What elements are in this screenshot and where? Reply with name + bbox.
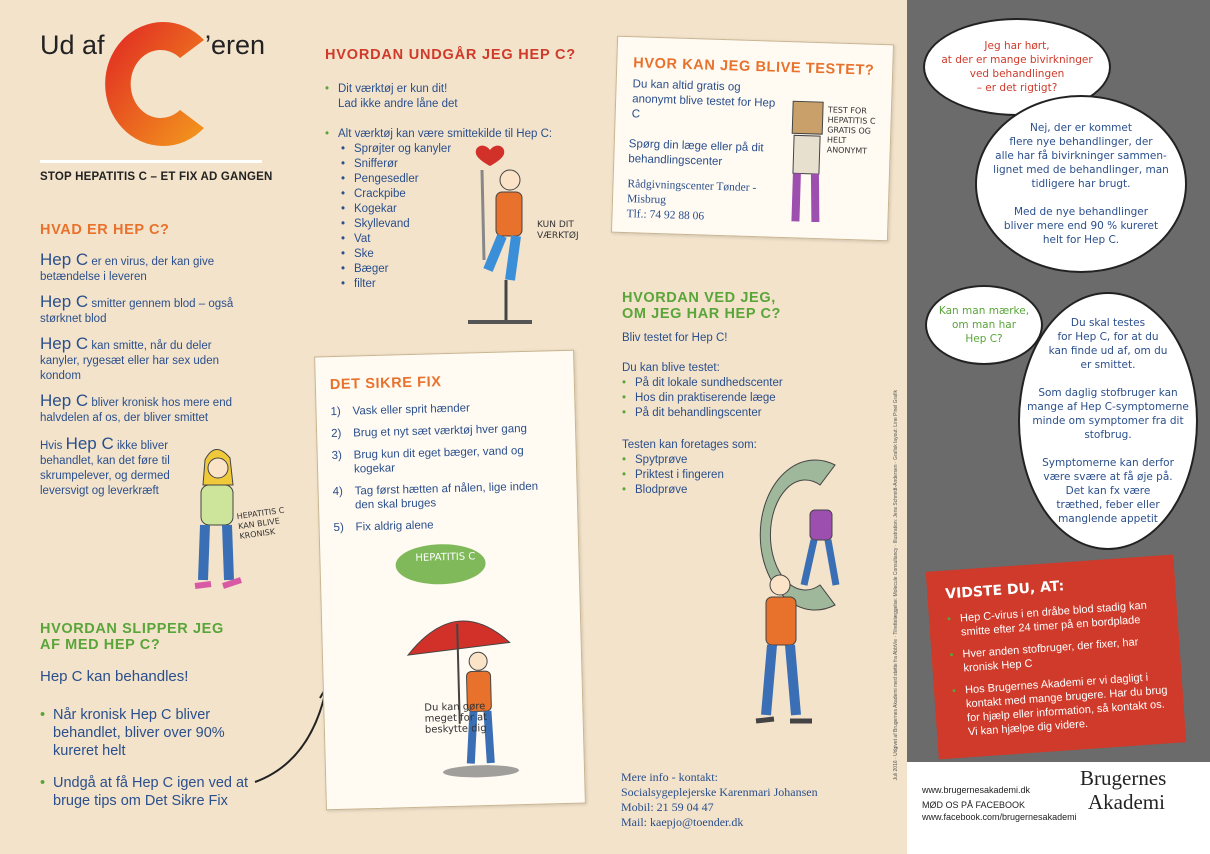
how-item: • Blodprøve: [622, 483, 822, 498]
tagline: STOP HEPATITIS C – ET FIX AD GANGEN: [40, 171, 273, 183]
step-number: 4): [332, 485, 344, 499]
where-item: • Hos din praktiserende læge: [622, 391, 822, 406]
step-number: 3): [331, 449, 343, 463]
step-text: Brug kun dit eget bæger, vand og kogekar: [353, 445, 524, 476]
tool-item: • Pengesedler: [341, 172, 585, 187]
speech-bubble-question-2: [925, 285, 1043, 365]
tool-item: • Sprøjter og kanyler: [341, 142, 585, 157]
contact-mobile: Mobil: 21 59 04 47: [621, 800, 714, 814]
what-is-last: [40, 436, 180, 499]
how-know-heading-line1: HVORDAN VED JEG,: [622, 290, 776, 306]
testing-center: [626, 177, 777, 227]
did-you-know-item: • Hver anden stofbruger, der fixer, har kronisk Hep C: [949, 633, 1170, 676]
tool-item: • Crackpibe: [341, 187, 585, 202]
how-item: • Priktest i fingeren: [622, 468, 822, 483]
what-is-list: [40, 252, 250, 435]
man-lifting-c-illustration: [740, 455, 880, 735]
what-is-item: [40, 336, 250, 384]
how-label: Testen kan foretages som:: [622, 439, 757, 451]
avoid-item: [325, 82, 585, 112]
step-text: Vask eller sprit hænder: [352, 402, 471, 418]
what-is-text: smitter gennem blod – også størknet blod: [40, 298, 234, 325]
get-rid-heading: [40, 621, 224, 653]
did-you-know-heading: VIDSTE DU, AT:: [944, 578, 1065, 603]
how-know-heading: [622, 290, 781, 322]
hepc-lead: Hep C: [40, 250, 89, 269]
last-text: ikke bliver behandlet, kan det føre til skrumpelever, og dermed leversvigt og leverkræft: [40, 440, 170, 497]
last-pre: Hvis: [40, 440, 66, 452]
did-you-know-list: [947, 597, 1175, 740]
safe-fix-step: [333, 515, 558, 535]
man-with-syringe-illustration: [462, 140, 547, 330]
tool-item: • Bæger: [341, 262, 585, 277]
get-rid-intro: Hep C kan behandles!: [40, 668, 189, 685]
where-item: • På dit lokale sundhedscenter: [622, 376, 822, 391]
where-item: • På dit behandlingscenter: [622, 406, 822, 421]
tool-item: • Skyllevand: [341, 217, 585, 232]
get-rid-list: [40, 706, 255, 810]
tool-item: • Kogekar: [341, 202, 585, 217]
what-is-text: kan smitte, når du deler kanyler, rygesæt eller har sex uden kondom: [40, 340, 219, 382]
credit-line: Juli 2016 · Udgivet af Brugernes Akademi med støtte fra AbbVie · Tilrettelæggelse: Molecule Consultancy · Illustration: Jens Schmidt-Andersen · Grafisk layout: Line Pinel Grafik: [893, 390, 899, 781]
tool-item: • Ske: [341, 247, 585, 262]
umbrella-sketch-caption: Du kan gøre meget for at beskytte dig: [424, 701, 488, 736]
contact-mail: Mail: kaepjo@toender.dk: [621, 815, 744, 829]
box-man-caption: TEST FOR HEPATITIS C GRATIS OG HELT ANONYMT: [826, 105, 876, 156]
big-c-logo: [92, 10, 222, 160]
testing-p1: Du kan altid gratis og anonymt blive testet for Hep C: [631, 78, 776, 121]
contact-name: Socialsygeplejerske Karenmari Johansen: [621, 785, 818, 799]
get-rid-heading-line2: AF MED HEP C?: [40, 637, 161, 653]
what-is-heading: HVAD ER HEP C?: [40, 222, 170, 238]
bubble-text: Kan man mærke, om man har Hep C?: [938, 305, 1030, 345]
bubble-text: Nej, der er kommet flere nye behandlinger, der alle har få bivirkninger sammen- lignet med de behandlinger, man tidligere har brugt. Med de nye behandlinger bliver mere end 90 % kureret helt for Hep C.: [993, 122, 1169, 246]
safe-fix-step: [332, 479, 558, 513]
testing-card: [611, 36, 894, 242]
avoid-item-line1: • Dit værktøj er kun dit!: [338, 83, 448, 95]
how-know-where: [622, 361, 822, 421]
safe-fix-steps: [330, 399, 558, 535]
where-list: [622, 376, 822, 421]
step-number: 5): [333, 521, 344, 535]
footer-links: [922, 784, 1077, 823]
hepc-lead: Hep C: [65, 434, 114, 453]
logo-line2: Akademi: [1088, 790, 1165, 814]
get-rid-item: • Undgå at få Hep C igen ved at bruge tips om Det Sikre Fix: [40, 774, 255, 810]
testing-p2: Spørg din læge eller på dit behandlingscenter: [628, 138, 764, 169]
avoid-heading: HVORDAN UNDGÅR JEG HEP C?: [325, 47, 576, 63]
step-number: 2): [330, 427, 342, 441]
what-is-text: bliver kronisk hos mere end halvdelen af os, der bliver smittet: [40, 397, 232, 424]
get-rid-item: • Når kronisk Hep C bliver behandlet, bliver over 90% kureret helt: [40, 706, 255, 760]
step-number: 1): [330, 405, 341, 419]
facebook-label: MØD OS PÅ FACEBOOK: [922, 800, 1026, 810]
bubble-text: Jeg har hørt, at der er mange bivirkninger ved behandlingen – er det rigtigt?: [941, 40, 1093, 94]
title-prefix: Ud af: [40, 30, 105, 60]
logo-line1: Brugernes: [1080, 766, 1167, 790]
how-know-heading-line2: OM JEG HAR HEP C?: [622, 306, 781, 322]
title-suffix: ’eren: [205, 30, 266, 60]
cloud-label: HEPATITIS C: [415, 551, 476, 564]
man-sketch-caption: KUN DIT VÆRKTØJ: [537, 220, 579, 241]
step-text: Fix aldrig alene: [355, 519, 434, 534]
tool-item: • Vat: [341, 232, 585, 247]
tool-item: • Snifferør: [341, 157, 585, 172]
hepc-lead: Hep C: [40, 334, 89, 353]
center-phone: Tlf.: 74 92 88 06: [626, 208, 705, 223]
get-rid-heading-line1: HVORDAN SLIPPER JEG: [40, 621, 224, 637]
safe-fix-heading: DET SIKRE FIX: [329, 374, 442, 394]
what-is-item: [40, 252, 250, 285]
step-text: Tag først hætten af nålen, lige inden den skal bruges: [354, 480, 539, 512]
safe-fix-step: [332, 443, 558, 477]
website-link[interactable]: www.brugernesakademi.dk: [922, 785, 1031, 795]
what-is-item: [40, 393, 250, 426]
title-divider: [40, 160, 262, 163]
safe-fix-step: [330, 399, 555, 419]
avoid-item-text: • Alt værktøj kan være smittekilde til Hep C:: [338, 128, 553, 140]
speech-bubble-answer-1: [975, 95, 1187, 273]
avoid-item-line2: Lad ikke andre låne det: [338, 98, 458, 110]
where-label: Du kan blive testet:: [622, 362, 720, 374]
umbrella-man-illustration: [395, 532, 522, 785]
testing-heading: HVOR KAN JEG BLIVE TESTET?: [633, 55, 875, 79]
what-is-item: [40, 294, 250, 327]
facebook-link[interactable]: www.facebook.com/brugernesakademi: [922, 812, 1077, 822]
brugernes-akademi-logo: [1080, 766, 1166, 814]
how-item: • Spytprøve: [622, 453, 822, 468]
what-is-text: er en virus, der kan give betændelse i leveren: [40, 256, 215, 283]
contact-label: Mere info - kontakt:: [621, 770, 718, 784]
did-you-know-box: [926, 555, 1187, 760]
did-you-know-item: • Hos Brugernes Akademi er vi dagligt i kontakt med mange brugere. Har du brug for hjælp eller information, så kontakt os. Vi kan hjælpe dig videre.: [952, 669, 1175, 740]
hepc-lead: Hep C: [40, 292, 89, 311]
hepc-lead: Hep C: [40, 391, 89, 410]
step-text: Brug et nyt sæt værktøj hver gang: [352, 422, 528, 440]
how-know-intro: Bliv testet for Hep C!: [622, 332, 728, 344]
contact-block: [621, 770, 818, 830]
speech-bubble-answer-2: [1018, 292, 1198, 550]
tool-item: • filter: [341, 277, 585, 292]
safe-fix-step: [331, 421, 556, 441]
did-you-know-item: • Hep C-virus i en dråbe blod stadig kan smitte efter 24 timer på en bordplade: [947, 597, 1168, 640]
bubble-text: Du skal testes for Hep C, for at du kan finde ud af, om du er smittet. Som daglig stofbruger kan mange af Hep C-symptomerne minde om symptomer fra dit stofbrug. Symptomerne kan derfor være svære at få øje på. Det kan fx være træthed, feber eller manglende appetit: [1027, 317, 1189, 525]
safe-fix-card: [314, 350, 586, 811]
center-name: Rådgivningscenter Tønder - Misbrug: [626, 178, 757, 207]
woman-sketch-caption: HEPATITIS C KAN BLIVE KRONISK: [236, 505, 285, 542]
